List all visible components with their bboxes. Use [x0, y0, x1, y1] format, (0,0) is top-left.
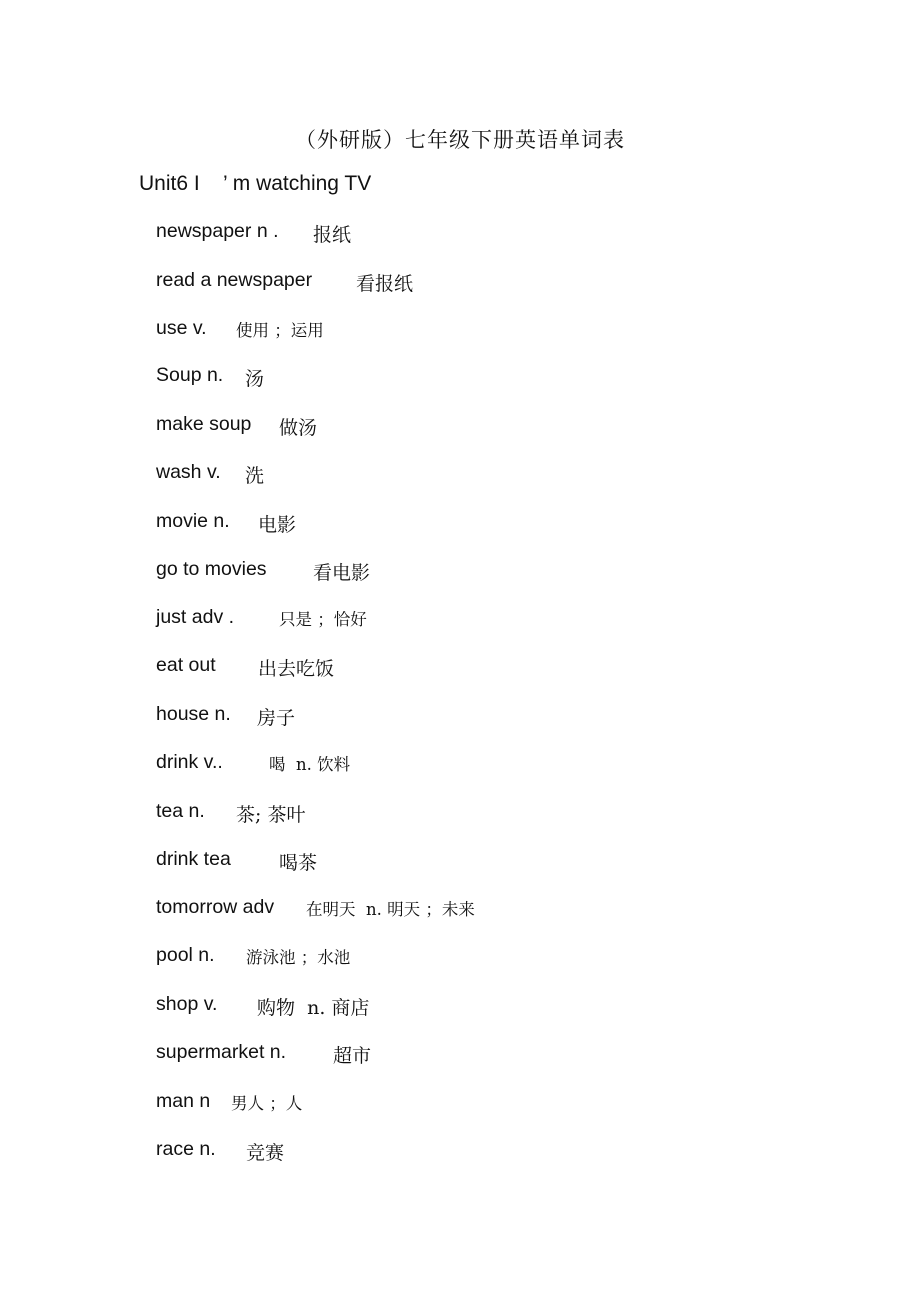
vocab-english: make soup — [156, 413, 252, 435]
vocab-item — [156, 800, 306, 830]
vocab-english: tea n. — [156, 800, 205, 822]
vocab-english: drink tea — [156, 848, 231, 870]
vocab-item — [156, 896, 475, 926]
vocab-chinese: 在明天 n. 明天 ；未来 — [306, 900, 475, 919]
vocab-chinese: 洗 — [245, 465, 265, 487]
vocab-item — [156, 654, 335, 684]
vocab-chinese: 购物 n. 商店 — [257, 997, 370, 1019]
vocab-item — [156, 848, 318, 878]
vocab-chinese: 汤 — [245, 368, 265, 390]
vocab-english: use v. — [156, 317, 207, 339]
vocab-item — [156, 751, 351, 781]
vocab-item — [156, 1041, 372, 1071]
vocab-chinese: 只是 ；恰好 — [279, 610, 367, 629]
vocab-chinese: 电影 — [258, 514, 297, 536]
vocab-chinese: 男人 ；人 — [231, 1094, 303, 1113]
document-title: （外研版）七年级下册英语单词表 — [295, 128, 625, 152]
vocab-item — [156, 703, 296, 733]
vocab-item — [156, 1138, 285, 1168]
vocab-chinese: 喝茶 — [279, 852, 318, 874]
vocab-item — [156, 220, 352, 250]
vocab-chinese: 看报纸 — [356, 273, 414, 295]
vocab-chinese: 超市 — [333, 1045, 372, 1067]
vocab-english: movie n. — [156, 510, 230, 532]
vocab-chinese: 使用 ；运用 — [236, 321, 324, 340]
vocab-english: shop v. — [156, 993, 218, 1015]
vocab-chinese: 做汤 — [279, 417, 318, 439]
vocab-english: wash v. — [156, 461, 221, 483]
vocab-item — [156, 269, 414, 299]
vocab-chinese: 出去吃饭 — [258, 658, 335, 680]
vocab-chinese: 喝 n. 饮料 — [269, 755, 351, 774]
vocab-chinese: 游泳池 ；水池 — [246, 948, 351, 967]
vocab-item — [156, 606, 367, 636]
vocab-english: eat out — [156, 654, 216, 676]
vocab-english: tomorrow adv — [156, 896, 275, 918]
vocab-english: just adv . — [156, 606, 235, 628]
vocab-item — [156, 413, 318, 443]
vocab-chinese: 茶; 茶叶 — [236, 804, 306, 826]
vocab-item — [156, 510, 297, 540]
vocab-item — [156, 317, 324, 347]
vocab-item — [156, 944, 351, 974]
vocab-english: man n — [156, 1090, 211, 1112]
unit-heading: Unit6 I ’ m watching TV — [139, 172, 372, 195]
vocab-chinese: 房子 — [257, 707, 296, 729]
vocab-english: drink v.. — [156, 751, 223, 773]
vocab-english: pool n. — [156, 944, 215, 966]
vocab-english: race n. — [156, 1138, 216, 1160]
vocab-item — [156, 1090, 303, 1120]
vocab-english: go to movies — [156, 558, 267, 580]
vocab-english: house n. — [156, 703, 231, 725]
vocab-item — [156, 461, 265, 491]
vocab-english: supermarket n. — [156, 1041, 287, 1063]
vocab-item — [156, 364, 265, 394]
vocab-english: newspaper n . — [156, 220, 279, 242]
vocab-chinese: 看电影 — [313, 562, 371, 584]
vocab-item — [156, 993, 370, 1023]
vocab-chinese: 竞赛 — [246, 1142, 285, 1164]
vocab-english: read a newspaper — [156, 269, 313, 291]
vocab-item — [156, 558, 371, 588]
vocab-chinese: 报纸 — [313, 224, 352, 246]
vocab-english: Soup n. — [156, 364, 224, 386]
